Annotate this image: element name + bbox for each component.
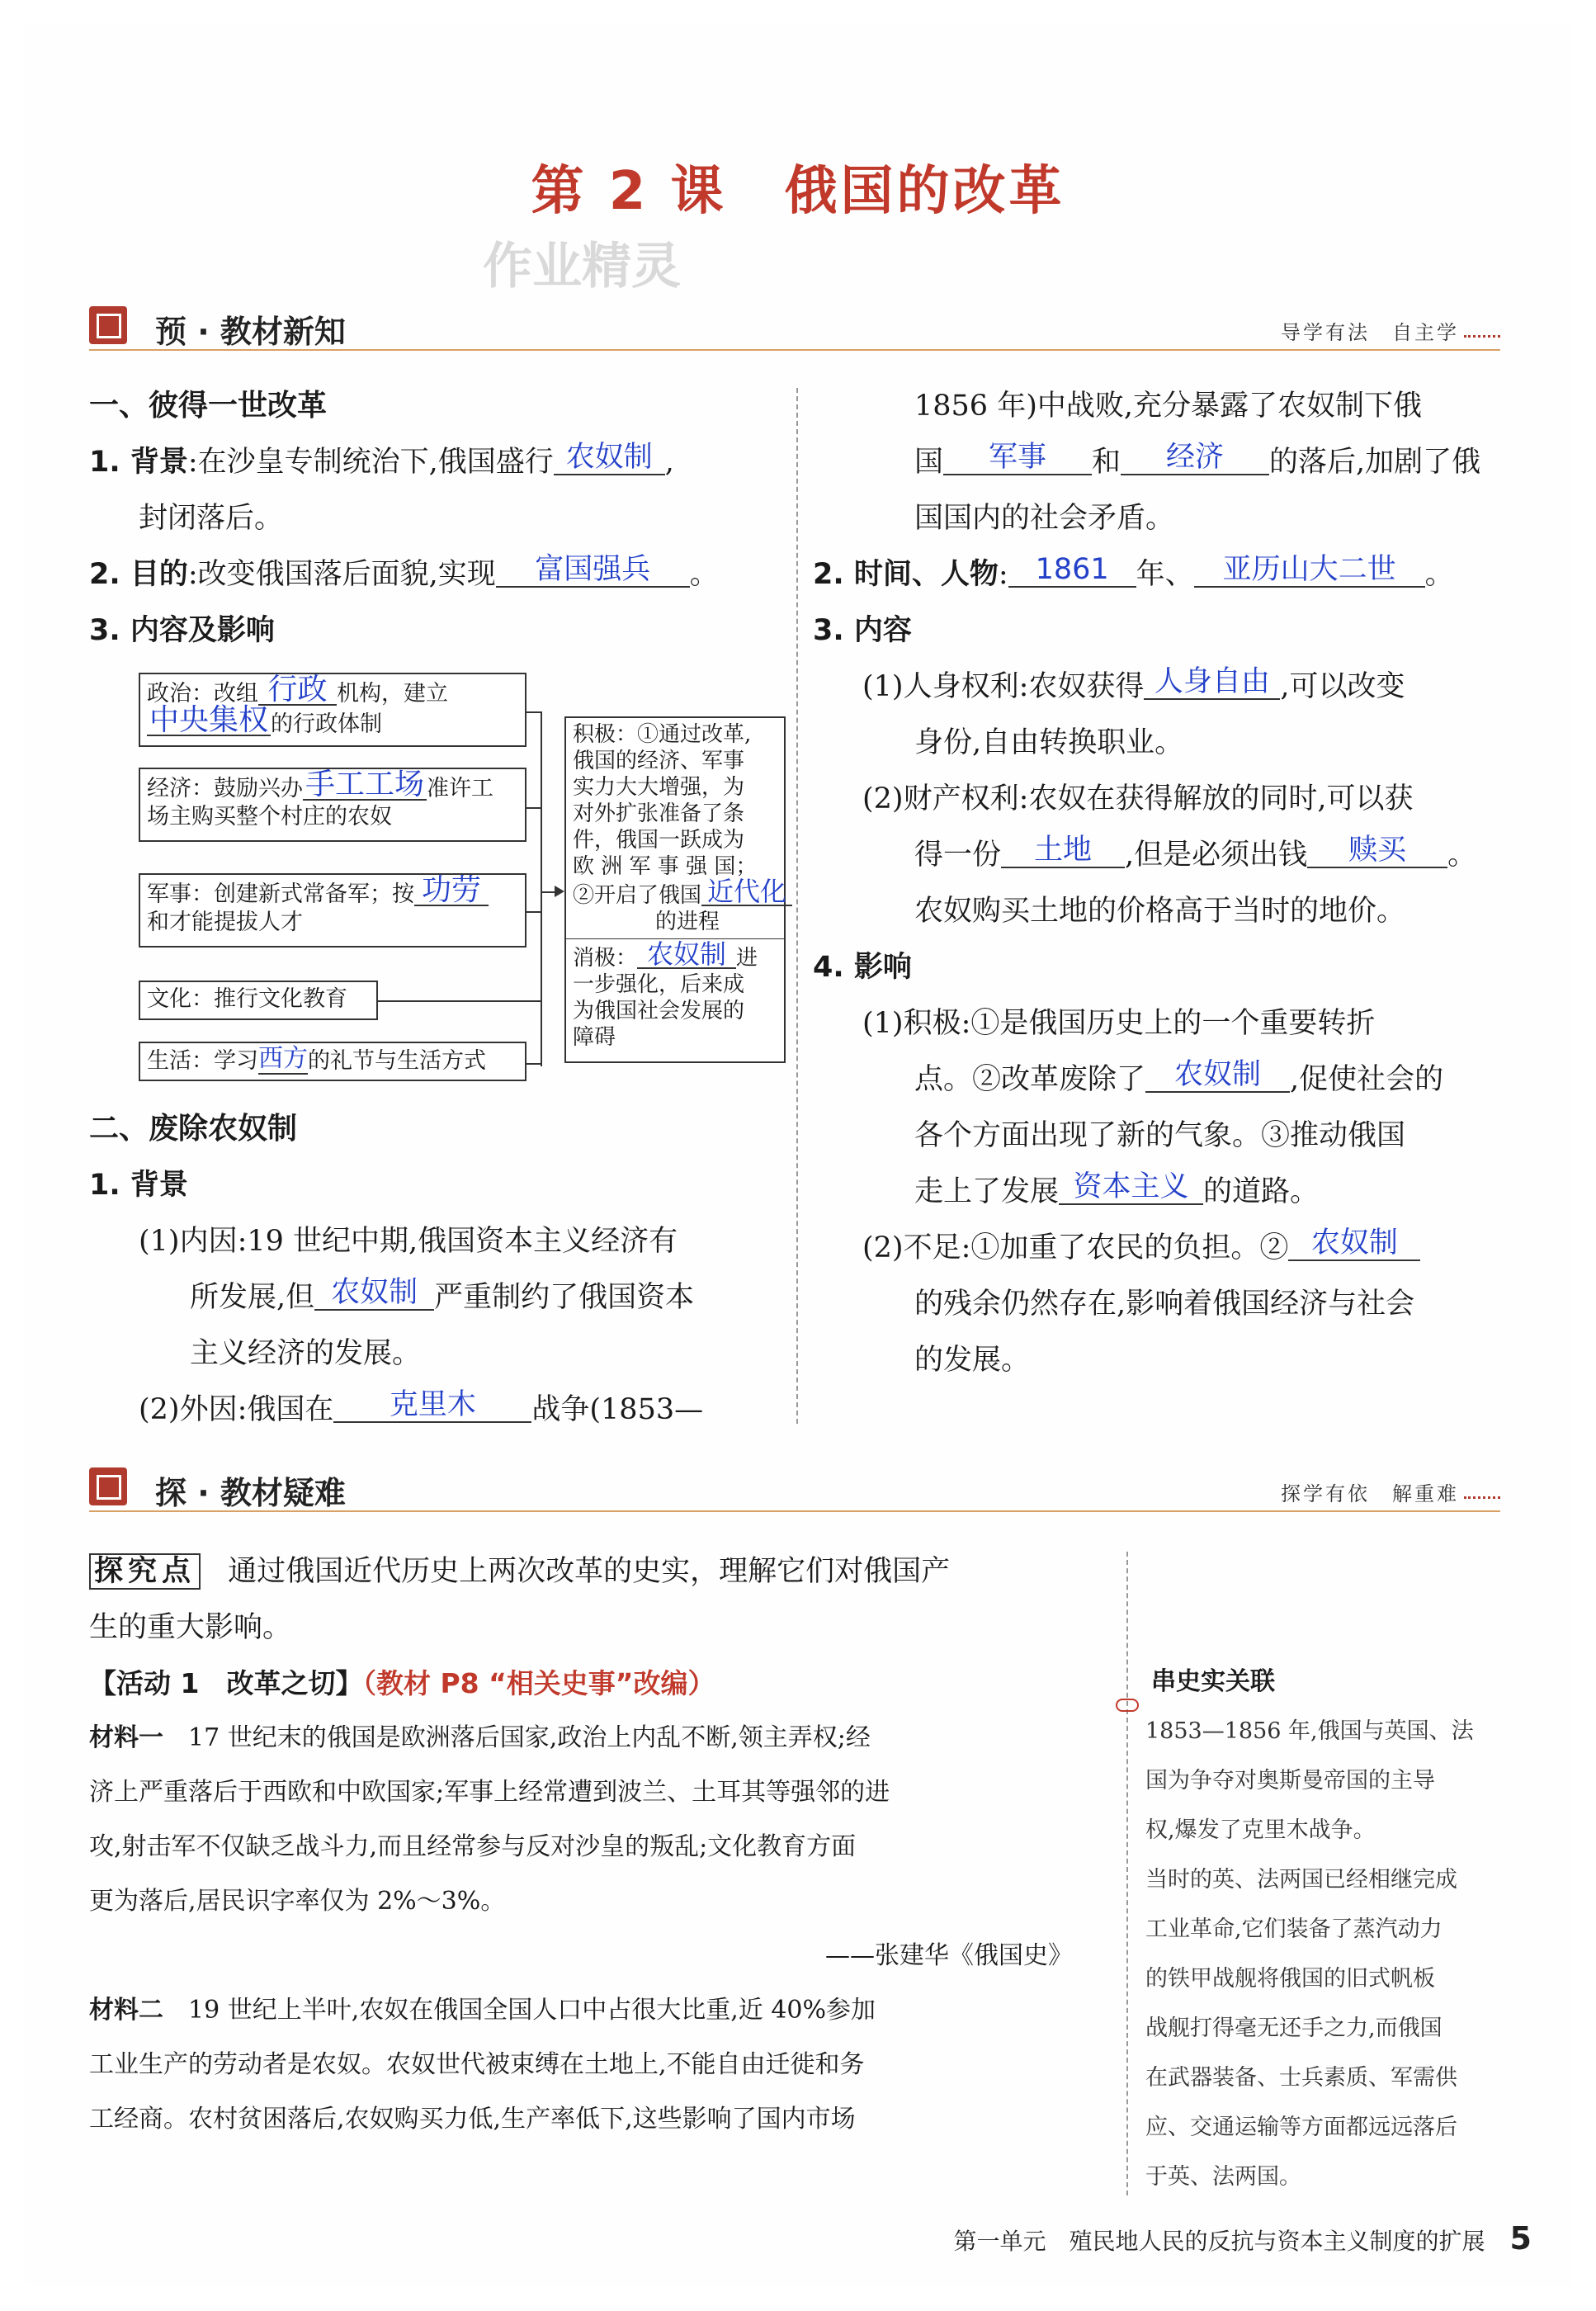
connector [526,807,541,809]
part1-item3: 3. 内容及影响 [89,614,275,647]
diagram-politics: 政治：改组 行政 机构，建立 中央集权 的行政体制 [139,673,526,747]
personal-rights-line2: 身份,自由转换职业。 [914,726,1184,759]
material-1-line2: 济上严重落后于西欧和中欧国家;军事上经常遭到波兰、土耳其等强邻的进 [89,1778,890,1807]
section-title: 探 · 教材疑难 [155,1475,346,1511]
link-icon [1116,1699,1139,1712]
part2-item1: 1. 背景 [89,1169,188,1202]
part2-heading: 二、废除农奴制 [89,1112,298,1146]
connector [526,911,541,913]
property-rights: (2)财产权利:农奴在获得解放的同时,可以获 [862,782,1414,815]
inner-cause-line2: 所发展,但 农奴制 严重制约了俄国资本 [190,1276,695,1314]
part2-item2: 2. 时间、人物: 1861 年、 亚历山大二世 。 [813,553,1454,591]
impact-positive-text: (1)积极:①是俄国历史上的一个重要转折 [862,1007,1376,1040]
material-1: 材料一 17 世纪末的俄国是欧洲落后国家,政治上内乱不断,领主弄权;经 [89,1723,871,1752]
impact-positive-line3: 各个方面出现了新的气象。③推动俄国 [914,1119,1406,1152]
diagram-culture: 文化：推行文化教育 [139,981,378,1020]
part1-item2: 2. 目的:改变俄国落后面貌,实现 富国强兵 。 [89,553,719,591]
arrow-head [555,886,564,897]
section-title: 预 · 教材新知 [155,314,346,350]
activity-title: 【活动 1 改革之切】（教材 P8 “相关史事”改编） [89,1667,715,1699]
column-divider [796,388,798,1424]
section-icon [89,306,127,344]
diagram-military: 军事：创建新式常备军；按 功劳 和才能提拔人才 [139,873,526,948]
section-tag: 导学有法 自主学 [1281,321,1459,344]
impact-negative-line2: 的残余仍然存在,影响着俄国经济与社会 [914,1288,1415,1321]
part2-item4: 4. 影响 [813,951,912,984]
section-header-preview [89,301,1500,351]
impact-positive-line4: 走上了发展 资本主义 的道路。 [914,1170,1320,1208]
material-2: 材料二 19 世纪上半叶,农奴在俄国全国人口中占很大比重,近 40%参加 [89,1996,876,2025]
watermark: 作业精灵 [483,238,681,295]
dots-decoration [1464,331,1500,338]
inner-cause-line3: 主义经济的发展。 [190,1337,422,1370]
section-tag: 探学有依 解重难 [1281,1482,1459,1505]
material-2-line2: 工业生产的劳动者是农奴。农奴世代被束缚在土地上,不能自由迁徙和务 [89,2050,865,2079]
page-footer: 第一单元 殖民地人民的反抗与资本主义制度的扩展 5 [953,2220,1532,2257]
impact-negative-line3: 的发展。 [914,1344,1031,1377]
property-rights-line3: 农奴购买土地的价格高于当时的地价。 [914,895,1406,928]
diagram-impact [564,716,786,1063]
part1-heading: 一、彼得一世改革 [89,389,328,423]
diagram-life: 生活：学习西方的礼节与生活方式 [139,1042,526,1081]
material-1-line3: 攻,射击军不仅缺乏战斗力,而且经常参与反对沙皇的叛乱;文化教育方面 [89,1832,857,1861]
connector [526,1063,541,1065]
property-rights-line2: 得一份 土地 ,但是必须出钱 赎买 。 [914,834,1477,872]
impact-positive-line2: 点。②改革废除了 农奴制 ,促使社会的 [914,1058,1444,1096]
outer-cause: (2)外因:俄国在 克里木 战争(1853— [139,1388,704,1426]
outer-cause-line3: 国 军事 和 经济 的落后,加剧了俄 [914,441,1481,479]
sidebar-text: 1853—1856 年,俄国与英国、法 国为争夺对奥斯曼帝国的主导 权,爆发了克里木战争。 当时的英、法两国已经相继完成 工业革命,它们装备了蒸汽动力 的铁甲战舰将俄国的旧式帆板 战舰打得毫无还手之力,而俄国 在武器装备、士兵素质、军需供 应、交通运输等方面都远远落后 于英、法两国。 [1145,1718,1474,2190]
outer-cause-line4: 国国内的社会矛盾。 [914,502,1175,535]
dots-decoration [1464,1492,1500,1499]
diagram-bracket [541,711,542,1066]
page-title: 第 2 课 俄国的改革 [531,161,1065,222]
impact-positive: 积极：①通过改革, 俄国的经济、军事 实力大大增强，为 对外扩张准备了条 件，俄国一跃成为 欧 洲 军 事 强 国； ②开启了俄国 近代化 的进程 [573,721,777,935]
sidebar-divider [1126,1552,1128,2195]
material-2-line3: 工经商。农村贫困落后,农奴购买力低,生产率低下,这些影响了国内市场 [89,2105,856,2134]
impact-negative-text: (2)不足:①加重了农民的负担。② 农奴制 [862,1231,1420,1266]
material-1-source: ——张建华《俄国史》 [825,1941,1073,1970]
material-1-line4: 更为落后,居民识字率仅为 2%～3%。 [89,1887,506,1916]
outer-cause-line2: 1856 年)中战败,充分暴露了农奴制下俄 [914,390,1422,423]
part1-item1: 1. 背景:在沙皇专制统治下,俄国盛行 农奴制 , [89,441,674,479]
connector [526,711,541,713]
impact-negative: 消极： 农奴制 进 一步强化，后来成 为俄国社会发展的 障碍 [573,938,758,1050]
explore-point-line2: 生的重大影响。 [89,1611,292,1644]
sidebar-title: 串史实关联 [1151,1667,1275,1696]
personal-rights: (1)人身权利:农奴获得 人身自由 ,可以改变 [862,665,1405,703]
part2-item3: 3. 内容 [813,614,912,647]
section-header-explore [89,1463,1500,1512]
diagram-economy: 经济：鼓励兴办手工工场 准许工 场主购买整个村庄的农奴 [139,768,526,842]
part1-item1-line2: 封闭落后。 [139,502,284,535]
connector [378,1000,541,1002]
inner-cause: (1)内因:19 世纪中期,俄国资本主义经济有 [139,1225,678,1258]
section-icon [89,1467,127,1505]
explore-point: 探究点 通过俄国近代历史上两次改革的史实，理解它们对俄国产 [89,1555,950,1588]
